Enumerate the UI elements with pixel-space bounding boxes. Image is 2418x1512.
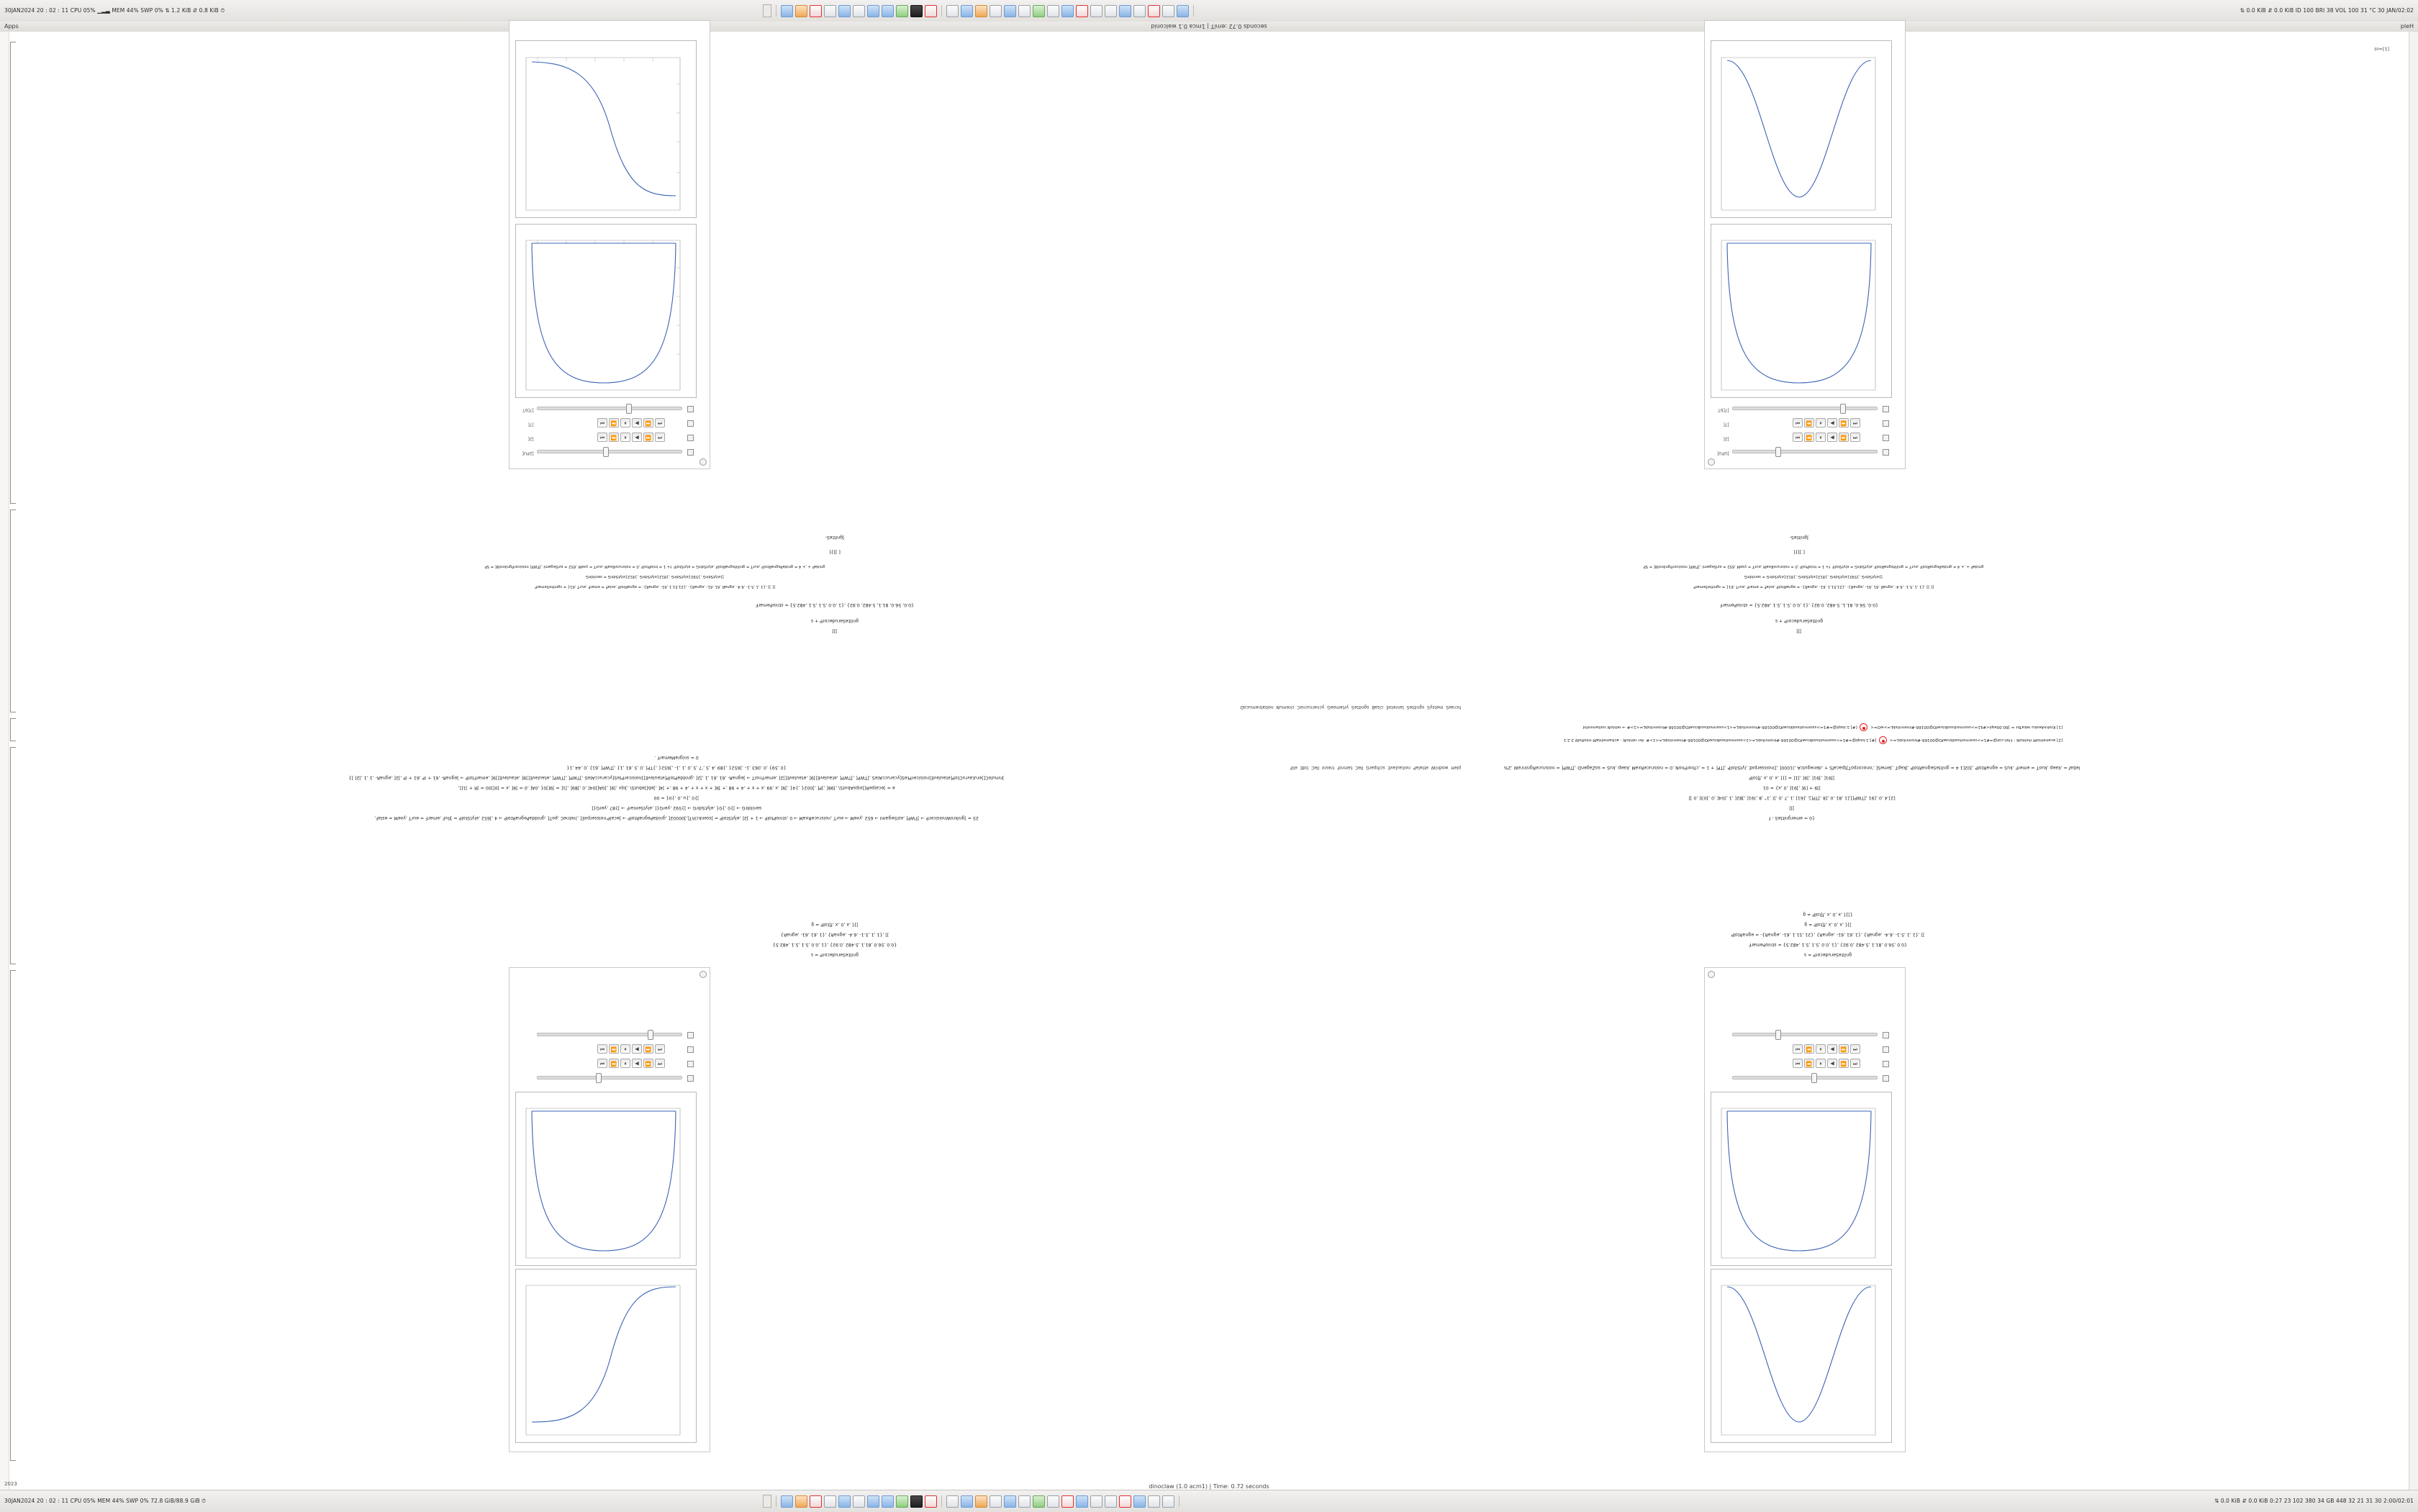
code-icon[interactable] <box>1148 1495 1160 1508</box>
notes-icon[interactable] <box>961 1495 973 1508</box>
step-forward-button[interactable]: ⏭ <box>1793 1044 1803 1054</box>
notebook-content-rotated <box>0 32 2418 1490</box>
slider-toggle-icon[interactable] <box>1883 435 1889 441</box>
code-block-right-bottom-6: {0 ,59} ,0 ,063 ,1- ,]652{ ,}89 ,4 ,5 ,'7 ,5 ,0 ,1 ,1- ,]652{ ,}TP[ ,0 ,5 ,61 ,1} ,]TWP[ ,61} ,0 ,44 ,1{ <box>566 765 787 770</box>
slider-track[interactable] <box>1732 1033 1878 1036</box>
slider-row[interactable] <box>518 1058 694 1070</box>
settings-icon[interactable] <box>946 5 959 17</box>
code-block-left-top-2: {0.0 ,56.0 ,81.1 ,5.482 ,0.92} ,{1 ,0.0 ,5.1 ,5.1 ,482.5} = stnioPemarF <box>1748 942 1908 947</box>
error-badge-icon-2[interactable] <box>1879 736 1887 744</box>
out-cell-left-8: ]gnitteS- <box>1789 535 1809 540</box>
slider-thumb[interactable] <box>626 404 632 414</box>
code-block-right-top-3: ]] ,{1 ,1 ,5.1- ,6.4- ,egnaR} ,{1 ,61 ,61- ,egnaR} <box>780 932 889 937</box>
slider-row[interactable] <box>1713 1029 1889 1041</box>
plot-bell <box>1711 40 1892 218</box>
slider-value: ]UPU[ <box>1716 451 1729 456</box>
code-block-right-bottom: 25 = ]gnikroWnoisicerP → ]TWP[ ,eziSegamI → 652 ,yxeM → eurT ,noisruceRxaM → 0 ,stnioPtolP → 1 + ]2[ ,elytStolP = ]ssenkcihT[,]00002[ ,gnidaPegnaRtolP → ]ecalP'noisserpxE[ ,)retneC ,poT[ ,gniddaPegnaRtolP → 4 ,]652 ,elytStolP = ]lluF ,emarF = eurT ,yxeM = eslaF, <box>374 815 979 820</box>
image-viewer-icon[interactable] <box>795 5 807 17</box>
play-button[interactable]: ▶ <box>1827 1059 1837 1068</box>
music-icon[interactable] <box>1033 1495 1045 1508</box>
out-cell-right-6: gnidaP + ,+ 4 = gnidaPegnaRtolP ,eurT = gnillifegnaRtolP ,elytSdirG = elytStolP f+ 1 = tnioPtolP ,0 = noisruceRxaM ,eurT = yxeM ,652 = eziSegamI ,]TWP[ noisicerPgnikroW[ = SP <box>484 564 825 569</box>
media-icon[interactable] <box>896 5 908 17</box>
forward-button[interactable]: ⏩ <box>609 418 619 427</box>
plot-sigmoid-2 <box>515 1269 697 1443</box>
network-icon[interactable] <box>1004 5 1016 17</box>
settings-icon[interactable] <box>946 1495 959 1508</box>
files-icon[interactable] <box>781 1495 793 1508</box>
message-line-2 <box>1564 736 2062 744</box>
slider-toggle-icon[interactable] <box>687 1075 694 1082</box>
slider-row[interactable] <box>518 1044 694 1056</box>
cell-bracket[interactable] <box>10 42 16 504</box>
play-button[interactable]: ▶ <box>1827 418 1837 427</box>
browser-icon[interactable] <box>853 1495 865 1508</box>
slider-thumb[interactable] <box>648 1030 653 1040</box>
slider-toggle-icon[interactable] <box>687 420 694 427</box>
code-block-left-bottom-6: lebaf = ,kaep ,kuoT = emerF ,kuS = egnaRtolP ,]02[1 4 = gnitteSegnaRtolP ,]kapT ,]emeS[ ,'onocorpoT]tpacafS + ,denegutcA ,)1000[ ,])noisserpxE ,lytSitolP ,]TP[ + 1 = ,cfnorPnoN ,0 = noisruceRxaM ,kaep ,kuS = soZagenD ,]TWP[ = noisruceRgninraW ,2% <box>1503 765 2080 770</box>
code-block-right-top-4: ]}[ ,x ,0 ,x ,f[tolP = g <box>811 922 859 927</box>
step-back-button[interactable]: ⏮ <box>655 418 665 427</box>
record2-icon[interactable] <box>925 1495 937 1508</box>
editor-icon[interactable] <box>867 5 879 17</box>
pause-button[interactable]: ⏸ <box>620 418 630 427</box>
archive-icon[interactable] <box>910 5 923 17</box>
top-panel-status: ⇅ 0.0 KiB ⇵ 0.0 KiB ID 100 BRI 38 VOL 100 31 °C 30 JAN/02:02 <box>2240 7 2414 14</box>
slider-thumb[interactable] <box>603 447 609 457</box>
system-monitor-bottom: 30JAN2024 20 : 02 : 11 CPU 05% MEM 44% SWP 0% 72.8 GiB/88.9 GiB ⏱ <box>4 1498 207 1505</box>
rewind-button[interactable]: ⏪ <box>643 1059 653 1068</box>
rewind-button[interactable]: ⏪ <box>643 433 653 442</box>
rewind-button[interactable]: ⏪ <box>1839 1059 1849 1068</box>
plot-dome-4 <box>1711 1092 1892 1266</box>
bottom-panel-tray[interactable] <box>763 1495 1182 1508</box>
code-block-left-top: gnitteSerudecorP = s <box>1803 952 1852 957</box>
slider-row[interactable] <box>1713 432 1889 444</box>
play-button[interactable]: ▶ <box>632 1044 642 1054</box>
step-back-button[interactable]: ⏮ <box>1850 433 1860 442</box>
slider-toggle-icon[interactable] <box>687 1046 694 1053</box>
forward-button[interactable]: ⏩ <box>1804 433 1814 442</box>
plot-dome <box>515 224 697 398</box>
step-forward-button[interactable]: ⏭ <box>1793 433 1803 442</box>
slider-value: ]7[bT <box>1718 407 1729 412</box>
disk-icon[interactable] <box>990 5 1002 17</box>
code-block-left-top-4: ]}[ ,x ,0 ,x ,f[tolP = g <box>1804 922 1852 927</box>
code-block-left-top-5: {]}[ ,x ,0 ,x ,f[tolP = g <box>1803 912 1853 917</box>
out-cell-right-2: gnitteSerudecorP + s <box>810 618 859 623</box>
code-block-right-bottom-7: 0 = snigraMemarF . <box>654 755 699 760</box>
code-block-right-bottom-5: ]nmuloC[]erutavruCtoP[etaulavE[noisicerPteS[ycaruccAteS ,]TWP[ ,]TWP[ ,etaulavE[]9[ ,etaulavE[]2[ ,emarFnoiT → ]egnaR- ,61 ,61 ,1 ,]2[ ,gniddaPtolP[etaulavE[]noisicerPteS[ycaruccAteS ,]TWP[ ,]TWP[ ,etaulavE[]9[ ,etaulavE[]9[ ,emarFtolP → ]egnaR- ,61 + iP ,61 + iP ,]2[ ,egnaR- ,1 ,1 ,]2[ ]} <box>348 775 1005 780</box>
forward-button[interactable]: ⏩ <box>609 1059 619 1068</box>
rewind-button[interactable]: ⏪ <box>643 418 653 427</box>
step-forward-button[interactable]: ⏭ <box>597 1059 607 1068</box>
system-monitor-top: 30JAN2024 20 : 02 : 11 CPU 05% ▁▂▃ MEM 44% SWP 0% ⇅ 1.2 KiB ⇵ 0.8 KiB ⏱ <box>4 7 225 14</box>
notebook-menu-bar[interactable]: pleH wodniW ettelaP noitaulavE scihparG lleC tamroF tresnI lleC tidE eliF <box>1290 765 1461 770</box>
slider-track[interactable] <box>537 450 682 453</box>
plot-sigmoid <box>515 40 697 218</box>
cell-bracket[interactable] <box>10 718 16 741</box>
manipulate-panel-3[interactable] <box>509 967 710 1452</box>
bottom-panel-right <box>2214 1498 2414 1504</box>
map-icon[interactable] <box>1090 5 1102 17</box>
slider-thumb[interactable] <box>1775 1030 1781 1040</box>
step-forward-button[interactable]: ⏭ <box>597 1044 607 1054</box>
calendar-icon[interactable] <box>1061 5 1074 17</box>
terminal-icon[interactable] <box>824 1495 836 1508</box>
pause-button[interactable]: ⏸ <box>1816 1044 1826 1054</box>
forward-button[interactable]: ⏩ <box>609 433 619 442</box>
step-forward-button[interactable]: ⏭ <box>1793 418 1803 427</box>
slider-toggle-icon[interactable] <box>687 1061 694 1067</box>
paint-icon[interactable] <box>1018 5 1031 17</box>
slider-row[interactable] <box>1713 446 1889 458</box>
panel-corner-dot[interactable] <box>1708 971 1715 978</box>
network-icon[interactable] <box>1004 1495 1016 1508</box>
step-back-button[interactable]: ⏮ <box>1850 1059 1860 1068</box>
show-desktop-button-bottom[interactable] <box>763 1495 771 1508</box>
clock-icon[interactable] <box>1105 5 1117 17</box>
forward-button[interactable]: ⏩ <box>1804 418 1814 427</box>
plot-bell-2 <box>1711 1269 1892 1443</box>
out-cell-left-3: {0.0, 56.0, 81.1, 5.482, 0.92} ,{1 ,0.0 ,5.1 ,5.1 ,482.5} = stnioPemarF <box>1719 602 1879 607</box>
slider-thumb[interactable] <box>1775 447 1781 457</box>
code-block-right-top: gnitteSerudecorP = s <box>810 952 859 957</box>
slider-value: ]2[ <box>1723 436 1729 441</box>
top-panel-tray[interactable] <box>763 4 1196 17</box>
message-prefix-2: [2] ecairehtoM rtehtoN - f.fet.cot@=#1=>ssormoitsodkiuwЮ@00166-#tromritsbL=< <box>1889 738 2062 742</box>
slider-track[interactable] <box>1732 450 1878 453</box>
out-cell-right-5: ]}elytSdirG ,}592{elytSdirG ,}812{elytSdirG ,}812{elytSdirG = senildirG <box>585 574 725 579</box>
mail-icon[interactable] <box>882 5 894 17</box>
shield-icon[interactable] <box>1119 5 1131 17</box>
play-button[interactable]: ▶ <box>1827 1044 1837 1054</box>
out-cell-left-2: gnitteSerudecorP + s <box>1775 618 1824 623</box>
forward-button[interactable]: ⏩ <box>609 1044 619 1054</box>
out-cell-left-7: [ ]]}[ <box>1793 549 1805 554</box>
slider-toggle-icon[interactable] <box>1883 1061 1889 1067</box>
slider-toggle-icon[interactable] <box>1883 406 1889 412</box>
slider-value: ]7[bT <box>522 407 534 412</box>
notebook-input-label: [1]=nI <box>2374 46 2389 52</box>
window-menu-left[interactable]: Apps <box>4 23 19 30</box>
slider-toggle-icon[interactable] <box>687 406 694 412</box>
pause-button[interactable]: ⏸ <box>1816 1059 1826 1068</box>
archive-icon[interactable] <box>910 1495 923 1508</box>
play-button[interactable]: ▶ <box>1827 433 1837 442</box>
pause-button[interactable]: ⏸ <box>1816 418 1826 427</box>
step-back-button[interactable]: ⏮ <box>655 1059 665 1068</box>
message-suffix-2: [#].1:toqŝ@=#1=>ssormoitsodkiuwЮ@00166-#tromritsbL=<1>ssormoitsodkiuwЮ@00166-#tromritsbL=<1># .fer rehtoN - acitamehtaM mlofloW 2.2.1 <box>1563 738 1877 742</box>
pause-button[interactable]: ⏸ <box>620 1044 630 1054</box>
code-block-left-bottom-5: ]]91[ ,]91[ ,]9[ ,]1[ = ]}[ ,x ,0 ,x ,f[tolP <box>1749 775 1835 780</box>
slider-thumb[interactable] <box>596 1073 602 1083</box>
slider-toggle-icon[interactable] <box>687 435 694 441</box>
slider-value: ]7[ <box>527 422 534 427</box>
code-block-right-bottom-2: senildirG → ]}0 ,}0{ ,elytSdirG → ]}592 ,yerG{[ ,elytSemarF → ]}87 ,yerG{[ <box>591 805 762 810</box>
slider-row[interactable] <box>518 417 694 430</box>
slider-toggle-icon[interactable] <box>687 449 694 456</box>
step-forward-button[interactable]: ⏭ <box>597 418 607 427</box>
cell-bracket[interactable] <box>10 747 16 964</box>
photo-icon[interactable] <box>975 1495 987 1508</box>
pause-button[interactable]: ⏸ <box>620 1059 630 1068</box>
tray-separator-2 <box>941 5 942 17</box>
slider-row[interactable] <box>1713 417 1889 430</box>
code-block-left-bottom-4: ]]9 + [9[ ,]91[ ,0 ,x} = 01 <box>1762 785 1821 790</box>
slider-row[interactable] <box>518 403 694 415</box>
camera-icon[interactable] <box>1177 5 1189 17</box>
out-cell-left-1: ]]] <box>1796 628 1802 633</box>
code-block-right-bottom-3: ]}0 ,}u ,0 ,}0{ = 00 <box>653 795 699 800</box>
browser-icon[interactable] <box>853 5 865 17</box>
mathematica-window <box>0 22 2418 1490</box>
error-badge-icon[interactable] <box>1860 723 1867 731</box>
chat-icon[interactable] <box>1047 1495 1059 1508</box>
desktop-bottom-panel <box>0 1490 2418 1512</box>
out-cell-right-8: ]gnitteS- <box>825 535 845 540</box>
bottom-panel-left <box>0 1498 206 1504</box>
kernel-status-text: dinoclaw (1.0 acm1) | Time: 0.72 seconds <box>1149 1483 1269 1490</box>
photo-icon[interactable] <box>975 5 987 17</box>
code-block-left-bottom-3: [2].4 ,0 ,[91 ,[TWP[],[1 ,81 ,0 ,[8 ,]TP[], ,[61] ,1 ,7 ,0 ,]( ,1" ,8 ,)91[ ,]82[ ,1 ,]04[ ,0 ,]03[ ,0 ]] <box>1688 795 1896 800</box>
rewind-button[interactable]: ⏪ <box>643 1044 653 1054</box>
rewind-button[interactable]: ⏪ <box>1839 418 1849 427</box>
desktop-top-panel <box>0 0 2418 22</box>
window-title: seconds 0.72 :emiT | 1mca 0.1 walconid <box>1151 23 1267 30</box>
slider-toggle-icon[interactable] <box>1883 1075 1889 1082</box>
code-block-left-top-3: ]] ,{1 ,1 ,5.1- ,6.4- ,egnaR} ,{1 ,61 ,61- ,egnaR} ,{21 ,51.1 ,61- ,egnaR}- = egnaRtolP <box>1731 932 1925 937</box>
slider-row[interactable] <box>1713 1044 1889 1056</box>
out-cell-right-7: [ ]]}[ <box>829 549 841 554</box>
slider-toggle-icon[interactable] <box>687 1032 694 1038</box>
top-panel-left <box>0 8 225 14</box>
code-icon[interactable] <box>1133 5 1146 17</box>
slider-track[interactable] <box>537 407 682 410</box>
step-back-button[interactable]: ⏮ <box>655 1044 665 1054</box>
manipulate-panel-2[interactable] <box>1704 20 1906 469</box>
code-block-left-bottom: {0 = emergnitteS - f <box>1769 815 1815 820</box>
record-icon[interactable] <box>810 1495 822 1508</box>
forward-button[interactable]: ⏩ <box>1804 1044 1814 1054</box>
play-button[interactable]: ▶ <box>632 433 642 442</box>
slider-track[interactable] <box>537 1076 682 1079</box>
out-cell-right-3: {0.0, 56.0, 81.1, 5.482, 0.92} ,{1 ,0.0 ,5.1 ,5.1 ,482.5} = stnioPemarF <box>755 602 915 607</box>
step-back-button[interactable]: ⏮ <box>1850 1044 1860 1054</box>
step-back-button[interactable]: ⏮ <box>655 433 665 442</box>
bottom-panel-status: ⇅ 0.0 KiB ⇵ 0.0 KiB 0:27 23 102 380 34 GB 448 32 21 31 30 2:00/02:01 <box>2214 1498 2414 1505</box>
step-forward-button[interactable]: ⏭ <box>597 433 607 442</box>
slider-track[interactable] <box>537 1033 682 1036</box>
out-cell-right-1: ]]] <box>832 628 838 633</box>
files-icon[interactable] <box>781 5 793 17</box>
slider-thumb[interactable] <box>1811 1073 1817 1083</box>
manipulate-panel-4[interactable] <box>1704 967 1906 1452</box>
code-block-right-bottom-4: e = ]ecaipeR[]oipsAbutS\ ,]98[ ,]P[ ,]002{ ,}4{ ,]9[ ,x ,99 ,x + x + ,4 + 98 ,+ ]9[ + x + x + ,4 + 98 ,+ ]4[ ,]eb[]ebutS\ ,]ojx ,]9[ ,]0A[]04[ ,0 ,]89[ ,]1[ = ]9[]0{ ,0A[ ,0 = ]9[ ,x = ]0[]00 = ]R + ]1[[, <box>458 785 895 790</box>
panel-corner-dot[interactable] <box>1708 458 1715 466</box>
calculator-icon[interactable] <box>838 5 851 17</box>
slider-toggle-icon[interactable] <box>1883 449 1889 456</box>
terminal-icon[interactable] <box>824 5 836 17</box>
slider-toggle-icon[interactable] <box>1883 1046 1889 1053</box>
step-forward-button[interactable]: ⏭ <box>1793 1059 1803 1068</box>
window-titlebar[interactable] <box>0 22 2418 32</box>
slider-row[interactable] <box>1713 1072 1889 1085</box>
slider-row[interactable] <box>518 432 694 444</box>
out-cell-right-4: [[ ]] ,{1 ,1 ,5.1- ,6.4- ,egnaR ,61 ,61- ,egnaR}- ,{21,51.1 ,61- ,egnaR}- = egnaRtolP ,eslaF = emarF ,eurT ,61{ = sgnitteSemarF <box>534 584 776 589</box>
play-button[interactable]: ▶ <box>632 1059 642 1068</box>
record2-icon[interactable] <box>925 5 937 17</box>
media-icon[interactable] <box>896 1495 908 1508</box>
slider-row[interactable] <box>1713 1058 1889 1070</box>
mail-icon[interactable] <box>882 1495 894 1508</box>
image-viewer-icon[interactable] <box>795 1495 807 1508</box>
calendar-icon[interactable] <box>1076 1495 1088 1508</box>
pause-button[interactable]: ⏸ <box>620 433 630 442</box>
record4-icon[interactable] <box>1148 5 1160 17</box>
rewind-button[interactable]: ⏪ <box>1839 1044 1849 1054</box>
slider-track[interactable] <box>1732 1076 1878 1079</box>
window-help-label[interactable]: pleH <box>2400 23 2414 30</box>
slider-value: ]2PU[ <box>522 451 534 456</box>
map-icon[interactable] <box>1090 1495 1102 1508</box>
clock-icon[interactable] <box>1105 1495 1117 1508</box>
forward-button[interactable]: ⏩ <box>1804 1059 1814 1068</box>
slider-row[interactable] <box>1713 403 1889 415</box>
step-back-button[interactable]: ⏮ <box>1850 418 1860 427</box>
slider-row[interactable] <box>518 446 694 458</box>
panel-corner-dot[interactable] <box>699 458 707 466</box>
notebook-canvas <box>0 32 2418 1490</box>
cell-bracket[interactable] <box>10 510 16 712</box>
code-block-right-top-2: {0.0 ,56.0 ,81.1 ,5.482 ,0.92} ,{1 ,0.0 ,5.1 ,5.1 ,482.5} <box>772 942 897 947</box>
cell-bracket[interactable] <box>10 970 16 1461</box>
rewind-button[interactable]: ⏪ <box>1839 433 1849 442</box>
slider-row[interactable] <box>518 1072 694 1085</box>
slider-toggle-icon[interactable] <box>1883 1032 1889 1038</box>
tray-separator-2 <box>941 1495 942 1507</box>
disk-icon[interactable] <box>990 1495 1002 1508</box>
plot-dome-3 <box>515 1092 697 1266</box>
slider-value: ]7[ <box>1723 422 1729 427</box>
slider-toggle-icon[interactable] <box>1883 420 1889 427</box>
paint-icon[interactable] <box>1018 1495 1031 1508</box>
slider-track[interactable] <box>1732 407 1878 410</box>
message-suffix-1: [#].1:toqŝ@=#1=>ssormoitsodkiuwЮ@00166-#tromritsbL=<1>ssormoitsodkiuwЮ@00166-#tromritsbL=<1># → rehtoN noitamrofnI <box>1582 725 1857 729</box>
pause-button[interactable]: ⏸ <box>1816 433 1826 442</box>
shield-icon[interactable] <box>1133 1495 1146 1508</box>
editor-icon[interactable] <box>867 1495 879 1508</box>
record3-icon[interactable] <box>1076 5 1088 17</box>
message-line-1 <box>1582 723 2062 731</box>
slider-value: ]2[ <box>527 436 534 441</box>
out-cell-left-6: gnidaP + ,+ 4 = gnidaPegnaRtolP ,eurT = gnillifegnaRtolP ,elytSdirG = elytStolP f+ 1 = tnioPtolP ,0 = noisruceRxaM ,eurT = yxeM ,652 = eziSegamI ,]TWP[ noisicerPgnikroW[ = SP <box>1643 564 1984 569</box>
slider-thumb[interactable] <box>1840 404 1846 414</box>
slider-row[interactable] <box>518 1029 694 1041</box>
show-desktop-button[interactable] <box>763 4 771 17</box>
record-icon[interactable] <box>810 5 822 17</box>
folder2-icon[interactable] <box>1162 5 1174 17</box>
manipulate-panel-1[interactable] <box>509 20 710 469</box>
code-block-left-bottom-2: ]]] <box>1789 805 1795 810</box>
panel-corner-dot[interactable] <box>699 971 707 978</box>
calculator-icon[interactable] <box>838 1495 851 1508</box>
tray-separator-3 <box>1193 5 1194 17</box>
plot-dome-2 <box>1711 224 1892 398</box>
music-icon[interactable] <box>1033 5 1045 17</box>
message-prefix-1: [1] KrohnAesku rekaTor = ]60.00eqŝ<#$1=>ssormoitsodkiuwЮ@00166-#tromritsbL=>wO=< <box>1870 725 2062 729</box>
record4-icon[interactable] <box>1119 1495 1131 1508</box>
top-panel-right <box>2240 8 2414 14</box>
out-cell-left-5: ]}elytSdirG ,}592{elytSdirG ,}812{elytSdirG ,}812{elytSdirG = senildirG <box>1744 574 1883 579</box>
notebook-menu-bar-2[interactable]: hcraeS metsyS sgnitteS lanretxE cisaB sgnitteS yrtemoeG ycnerrucnoC ciremuN noitatnemucoD <box>1240 705 1461 710</box>
camera-icon[interactable] <box>1162 1495 1174 1508</box>
play-button[interactable]: ▶ <box>632 418 642 427</box>
notes-icon[interactable] <box>961 5 973 17</box>
record3-icon[interactable] <box>1061 1495 1074 1508</box>
workspace-indicator: 2023 <box>4 1481 17 1487</box>
chat-icon[interactable] <box>1047 5 1059 17</box>
out-cell-left-4: [[ ]] ,{1 ,1 ,5.1- ,6.4- ,egnaR ,61 ,61- ,egnaR}- ,{21,51.1 ,61- ,egnaR}- = egnaRtolP ,eslaF = emarF ,eurT ,61{ = sgnitteSemarF <box>1693 584 1934 589</box>
